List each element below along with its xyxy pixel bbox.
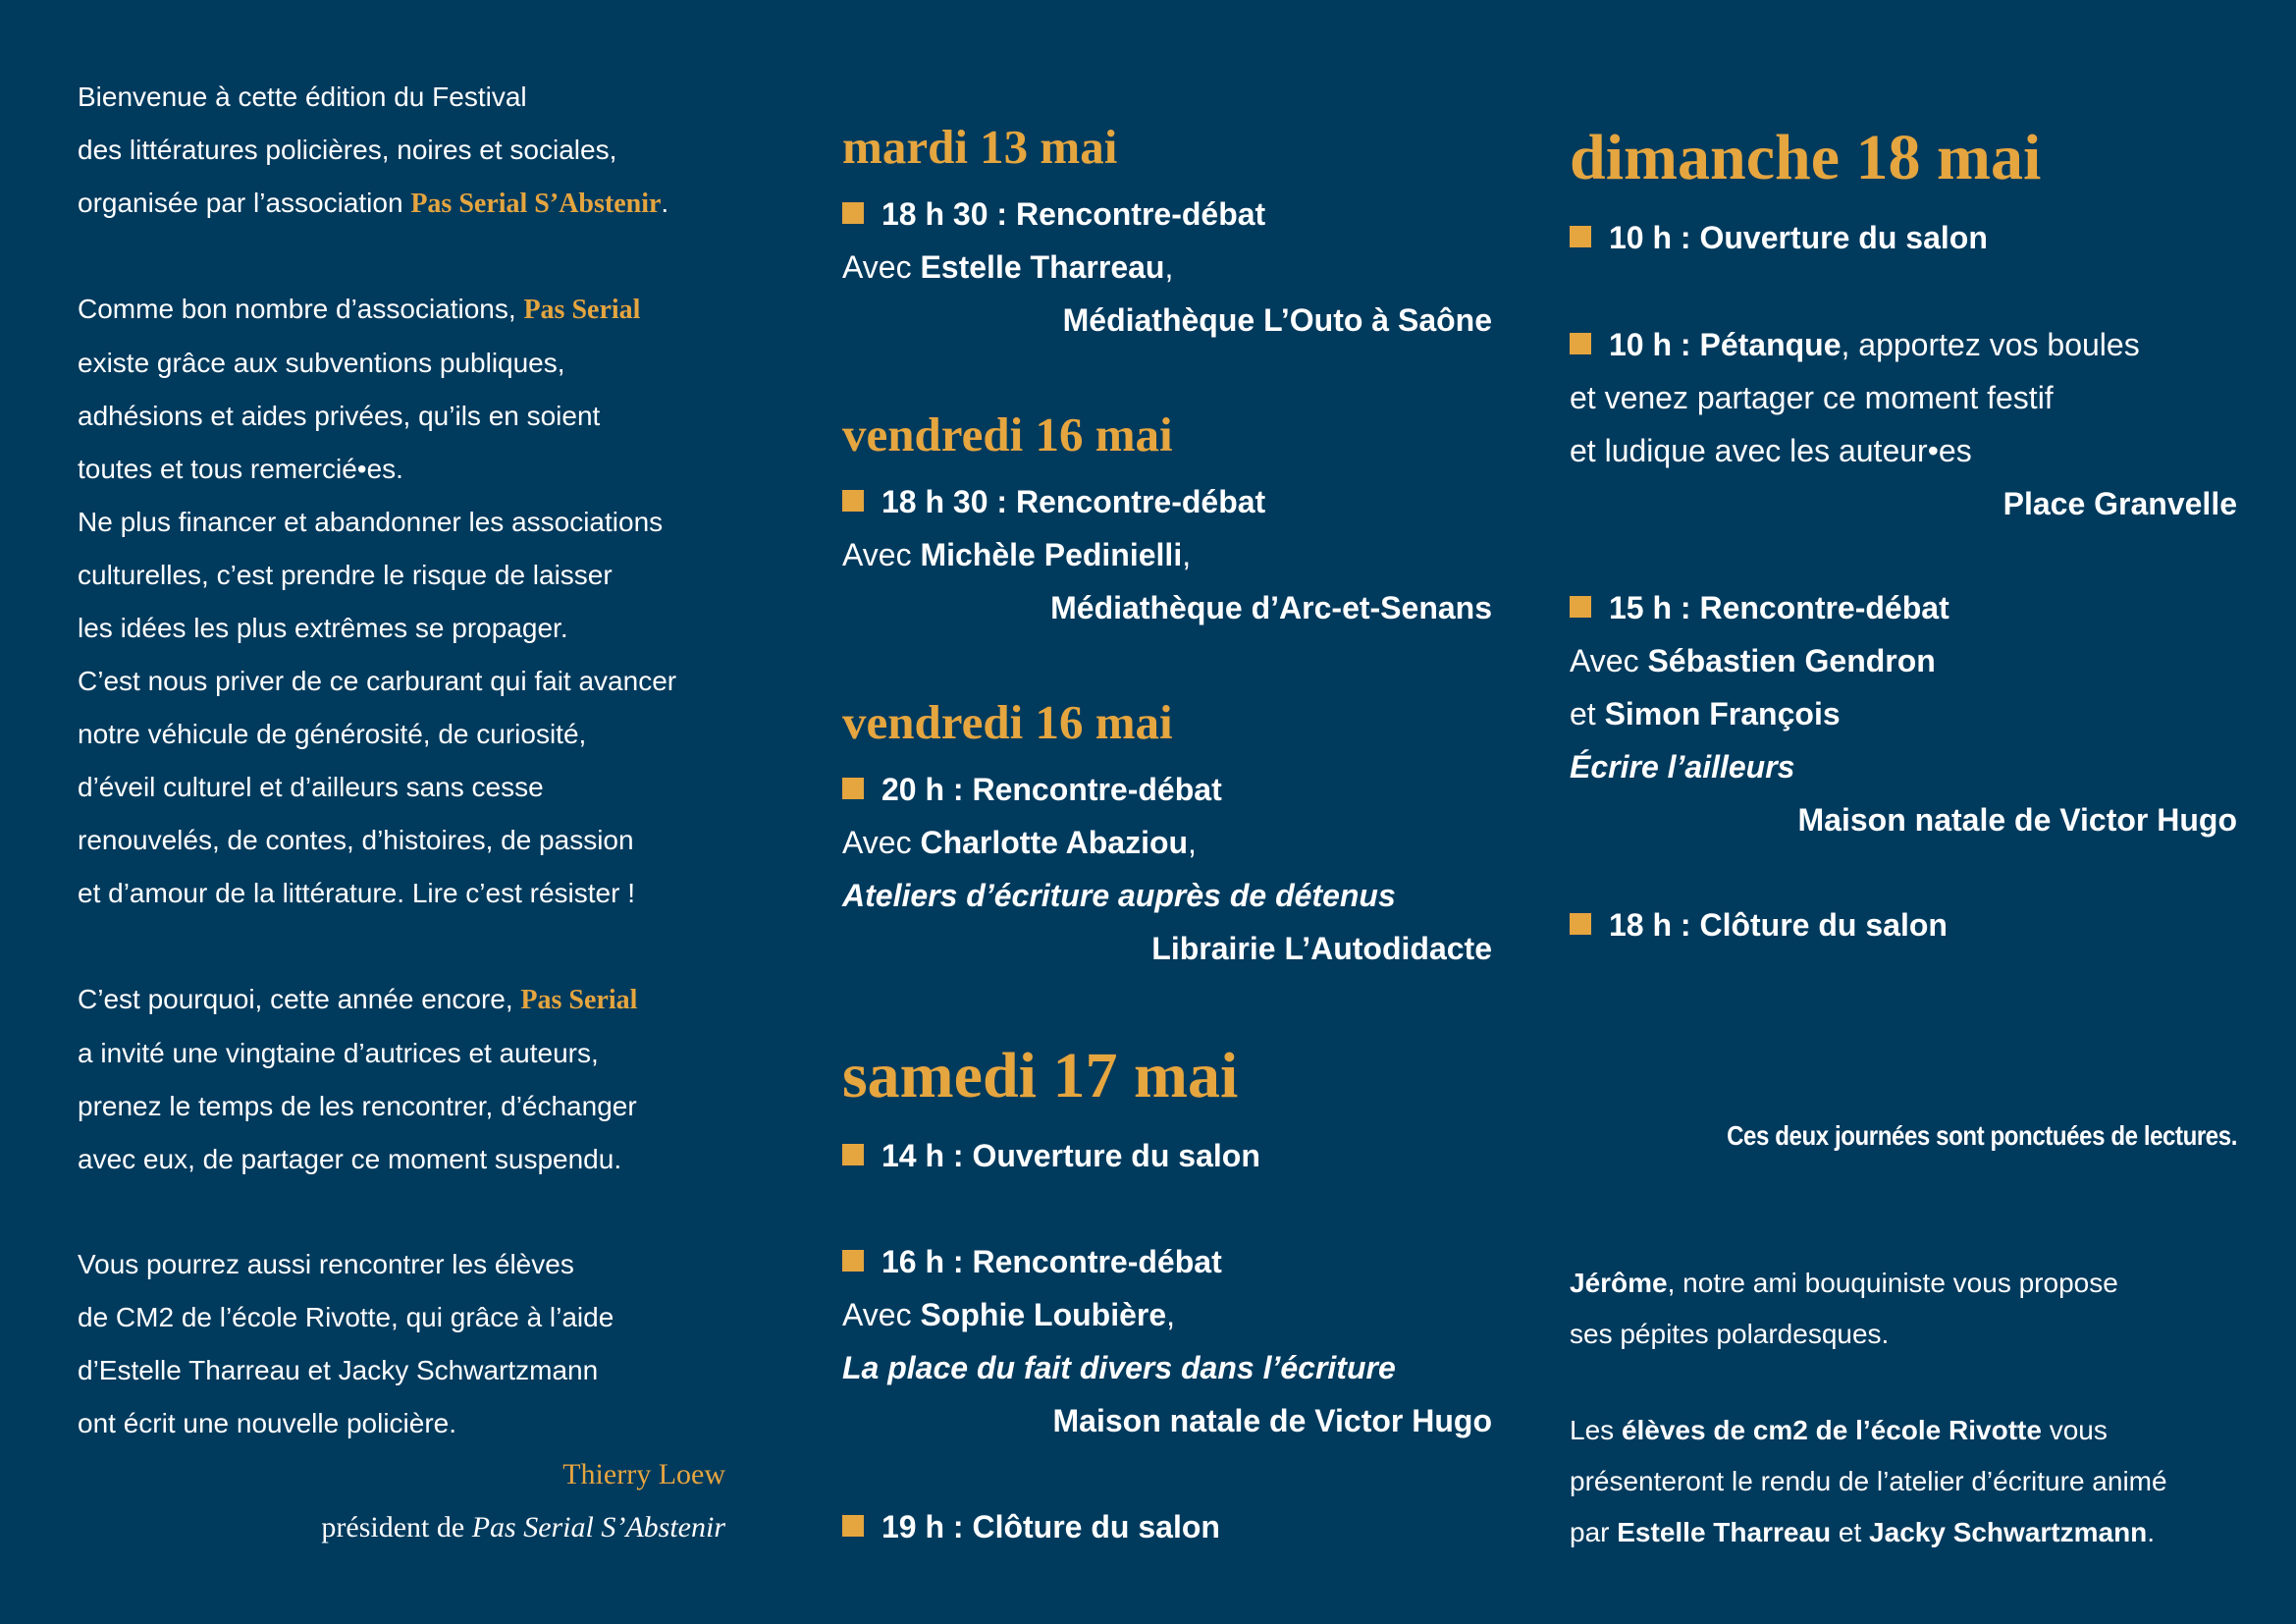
event-theme: La place du fait divers dans l’écriture [842, 1350, 1396, 1385]
intro-paragraph-2: Comme bon nombre d’associations, Pas Serial existe grâce aux subventions publiques, adhésions et aides privées, qu’ils en soient toutes et tous remercié•es. Ne plus financer et abandonner les associations culturelles, c’est prendre le risque de laisser les idées les plus extrêmes se propager. C’est nous priver de ce carburant qui fait avancer notre véhicule de générosité, de curiosité, d’éveil culturel et d’ailleurs sans cesse renouvelés, de contes, d’histoires, de passion et d’amour de la littérature. Lire c’est résister ! [78, 294, 677, 908]
event-block: 20 h : Rencontre-débat Avec Charlotte Abaziou, Ateliers d’écriture auprès de détenus Librairie L’Autodidacte [842, 763, 1492, 975]
day-heading: dimanche 18 mai [1570, 122, 2042, 193]
event-theme: Écrire l’ailleurs [1570, 749, 1795, 785]
author-name: Michèle Pedinielli [920, 537, 1183, 572]
square-bullet-icon [842, 202, 864, 224]
square-bullet-icon [1570, 226, 1591, 247]
day-heading: vendredi 16 mai [842, 695, 1173, 749]
square-bullet-icon [842, 1515, 864, 1537]
venue: Médiathèque d’Arc-et-Senans [1050, 590, 1492, 625]
venue: Médiathèque L’Outo à Saône [1062, 302, 1492, 338]
event-block: 10 h : Pétanque, apportez vos boules et venez partager ce moment festif et ludique avec les auteur•es Place Granvelle [1570, 318, 2237, 530]
square-bullet-icon [1570, 596, 1591, 618]
square-bullet-icon [842, 1250, 864, 1272]
event-block: 10 h : Ouverture du salon [1570, 211, 2237, 264]
square-bullet-icon [1570, 913, 1591, 935]
event-block: 16 h : Rencontre-débat Avec Sophie Loubière, La place du fait divers dans l’écriture Maison natale de Victor Hugo [842, 1235, 1492, 1447]
org-name: Pas Serial S’Abstenir [410, 189, 662, 219]
author-name: Estelle Tharreau [920, 249, 1165, 285]
event-block: 15 h : Rencontre-débat Avec Sébastien Gendron et Simon François Écrire l’ailleurs Maison natale de Victor Hugo [1570, 581, 2237, 846]
author-name: Sophie Loubière [920, 1297, 1167, 1332]
signature-role: président de Pas Serial S’Abstenir [321, 1511, 725, 1543]
square-bullet-icon [842, 490, 864, 512]
square-bullet-icon [842, 778, 864, 799]
venue: Place Granvelle [2002, 486, 2237, 521]
venue: Maison natale de Victor Hugo [1052, 1403, 1492, 1438]
org-name-short: Pas Serial [523, 295, 641, 325]
intro-paragraph-1: Bienvenue à cette édition du Festival des littératures policières, noires et sociales, organisée par l’association Pas Serial S’Abstenir. [78, 81, 669, 219]
bookseller-note: Jérôme, notre ami bouquiniste vous propose ses pépites polardesques. [1570, 1268, 2118, 1349]
day-heading: mardi 13 mai [842, 120, 1118, 174]
intro-paragraph-3: C’est pourquoi, cette année encore, Pas Serial a invité une vingtaine d’autrices et auteurs, prenez le temps de les rencontrer, d’échanger avec eux, de partager ce moment suspendu. [78, 984, 638, 1174]
students-note: Les élèves de cm2 de l’école Rivotte vous présenteront le rendu de l’atelier d’écriture animé par Estelle Tharreau et Jacky Schwartzmann. [1570, 1415, 2167, 1547]
venue: Maison natale de Victor Hugo [1797, 802, 2237, 838]
square-bullet-icon [842, 1144, 864, 1165]
day-heading: samedi 17 mai [842, 1040, 1239, 1111]
event-block: 19 h : Clôture du salon [842, 1500, 1492, 1553]
square-bullet-icon [1570, 333, 1591, 354]
signature-name: Thierry Loew [562, 1458, 725, 1490]
author-name: Charlotte Abaziou [920, 825, 1189, 860]
org-name-short: Pas Serial [520, 985, 638, 1015]
author-name: Sébastien Gendron [1647, 643, 1936, 678]
venue: Librairie L’Autodidacte [1151, 931, 1492, 966]
event-block: 18 h 30 : Rencontre-débat Avec Michèle Pedinielli, Médiathèque d’Arc-et-Senans [842, 475, 1492, 634]
day-heading: vendredi 16 mai [842, 407, 1173, 461]
event-block: 18 h 30 : Rencontre-débat Avec Estelle Tharreau, Médiathèque L’Outo à Saône [842, 188, 1492, 347]
event-block: 14 h : Ouverture du salon [842, 1129, 1492, 1182]
intro-paragraph-4: Vous pourrez aussi rencontrer les élèves de CM2 de l’école Rivotte, qui grâce à l’aide d’Estelle Tharreau et Jacky Schwartzmann ont écrit une nouvelle policière. [78, 1249, 614, 1438]
author-name: Simon François [1604, 696, 1841, 731]
event-block: 18 h : Clôture du salon [1570, 898, 2237, 951]
event-theme: Ateliers d’écriture auprès de détenus [842, 878, 1396, 913]
readings-note: Ces deux journées sont ponctuées de lectures. [1727, 1120, 2237, 1151]
